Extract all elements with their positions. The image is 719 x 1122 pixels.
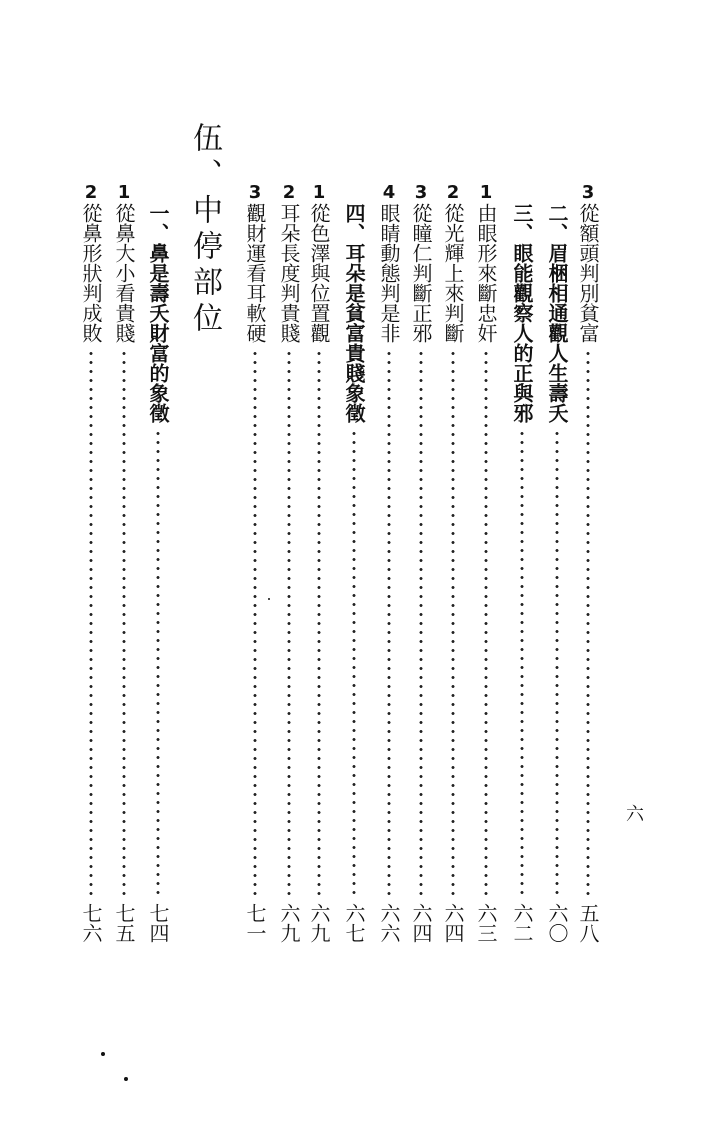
dot-leader <box>387 349 391 895</box>
toc-entry <box>243 183 267 943</box>
entry-number: 1 <box>312 182 326 203</box>
entry-number: 2 <box>446 182 460 203</box>
toc-entry <box>79 183 103 943</box>
toc-entry <box>377 183 401 943</box>
entry-number: 1 <box>479 182 493 203</box>
toc-entry <box>441 183 465 943</box>
dot-leader <box>253 349 257 895</box>
entry-title: 觀財運看耳軟硬 <box>243 203 267 343</box>
entry-page: 七五 <box>112 903 136 943</box>
entry-page: 六七 <box>342 903 366 943</box>
entry-title: 從鼻大小看貴賤 <box>112 203 136 343</box>
entry-title: 耳朵長度判貴賤 <box>277 203 301 343</box>
entry-page: 六九 <box>307 903 331 943</box>
toc-entry <box>112 183 136 943</box>
toc-entry <box>277 183 301 943</box>
scan-speck <box>124 1077 128 1081</box>
entry-number: 3 <box>581 182 595 203</box>
dot-leader <box>520 429 524 895</box>
entry-number: 4 <box>382 182 396 203</box>
toc-entry <box>307 183 331 943</box>
entry-page: 六六 <box>377 903 401 943</box>
dot-leader <box>555 429 559 895</box>
entry-page: 六四 <box>441 903 465 943</box>
entry-number: 2 <box>282 182 296 203</box>
entry-number: 2 <box>84 182 98 203</box>
scan-speck <box>101 1052 105 1056</box>
entry-number: 3 <box>414 182 428 203</box>
dot-leader <box>586 349 590 895</box>
toc-entry <box>510 183 534 943</box>
dot-leader <box>122 349 126 895</box>
dot-leader <box>484 349 488 895</box>
scan-speck <box>268 598 270 600</box>
entry-page: 六四 <box>409 903 433 943</box>
page-number: 六 <box>626 804 644 825</box>
entry-title: 一、鼻是壽夭財富的象徵 <box>146 203 170 423</box>
entry-title: 三、眼能觀察人的正與邪 <box>510 203 534 423</box>
toc-entry <box>545 183 569 943</box>
entry-page: 六〇 <box>545 903 569 943</box>
dot-leader <box>317 349 321 895</box>
toc-entry <box>474 183 498 943</box>
dot-leader <box>287 349 291 895</box>
dot-leader <box>419 349 423 895</box>
dot-leader <box>352 429 356 895</box>
entry-title: 從光輝上來判斷 <box>441 203 465 343</box>
entry-number: 1 <box>117 182 131 203</box>
entry-title: 由眼形來斷忠奸 <box>474 203 498 343</box>
toc-entry <box>409 183 433 943</box>
section-heading: 伍、中停部位 <box>187 122 222 338</box>
dot-leader <box>156 429 160 895</box>
entry-title: 四、耳朵是貧富貴賤象徵 <box>342 203 366 423</box>
entry-page: 七一 <box>243 903 267 943</box>
entry-page: 五八 <box>576 903 600 943</box>
entry-page: 七六 <box>79 903 103 943</box>
entry-page: 七四 <box>146 903 170 943</box>
toc-entry <box>342 183 366 943</box>
entry-number: 3 <box>248 182 262 203</box>
entry-title: 從瞳仁判斷正邪 <box>409 203 433 343</box>
entry-page: 六二 <box>510 903 534 943</box>
entry-title: 從額頭判別貧富 <box>576 203 600 343</box>
entry-page: 六九 <box>277 903 301 943</box>
toc-entry <box>576 183 600 943</box>
dot-leader <box>89 349 93 895</box>
entry-title: 從鼻形狀判成敗 <box>79 203 103 343</box>
toc-entry <box>146 183 170 943</box>
entry-title: 二、眉梱相通觀人生壽夭 <box>545 203 569 423</box>
entry-title: 從色澤與位置觀 <box>307 203 331 343</box>
dot-leader <box>451 349 455 895</box>
entry-title: 眼睛動態判是非 <box>377 203 401 343</box>
entry-page: 六三 <box>474 903 498 943</box>
